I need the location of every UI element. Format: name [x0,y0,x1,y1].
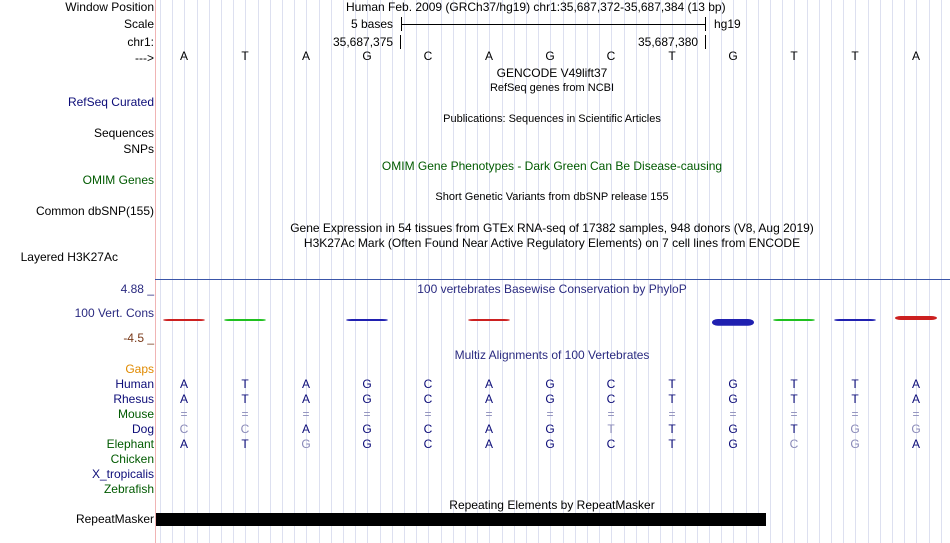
grid-line [880,0,881,543]
grid-line [868,0,869,543]
species-label[interactable]: Human [115,377,154,391]
grid-line [685,0,686,543]
reference-base: G [545,49,555,63]
alignment-base: C [423,437,433,451]
alignment-base: A [179,377,188,391]
grid-line [331,0,332,543]
grid-line [172,0,173,543]
chrom-label: chr1: [127,35,154,49]
alignment-base: G [728,392,738,406]
grid-line [465,0,466,543]
species-label[interactable]: Chicken [110,452,154,466]
conservation-mark [163,319,205,321]
alignment-base: C [423,377,433,391]
grid-line [270,0,271,543]
cons-min-label: -4.5 _ [123,331,154,345]
alignment-base: G [362,437,372,451]
grid-line [282,0,283,543]
species-label[interactable]: Rhesus [113,392,154,406]
alignment-base: A [911,377,920,391]
alignment-base: A [179,437,188,451]
species-label[interactable]: Gaps [125,362,154,376]
alignment-base: = [912,407,920,421]
alignment-base: C [179,422,189,436]
alignment-base: T [668,437,676,451]
grid-line [746,0,747,543]
grid-line [916,0,917,543]
grid-line [672,0,673,543]
conservation-mark [712,319,754,326]
alignment-base: T [241,377,249,391]
grid-line [453,0,454,543]
alignment-base: C [606,392,616,406]
grid-line [843,0,844,543]
alignment-base: A [484,392,493,406]
scale-db: hg19 [714,17,741,31]
grid-line [660,0,661,543]
omim-label[interactable]: OMIM Genes [82,173,154,187]
repeat-title: Repeating Elements by RepeatMasker [449,498,655,512]
alignment-base: G [545,392,555,406]
multiz-title: Multiz Alignments of 100 Vertebrates [454,348,650,362]
alignment-base: = [546,407,554,421]
grid-line [721,0,722,543]
grid-line [392,0,393,543]
publications-title: Publications: Sequences in Scientific Articles [443,113,661,125]
coord-right: 35,687,380 [638,35,699,49]
alignment-base: A [911,392,920,406]
conservation-mark [773,319,815,321]
conservation-mark [346,319,388,321]
refseq-label[interactable]: RefSeq Curated [67,95,154,109]
sequences-label[interactable]: Sequences [93,126,154,140]
grid-line [184,0,185,543]
grid-line [245,0,246,543]
species-label[interactable]: X_tropicalis [91,467,154,481]
dbsnp-title: Short Genetic Variants from dbSNP release 155 [435,191,669,203]
grid-line [441,0,442,543]
alignment-base: T [668,392,676,406]
alignment-base: G [728,422,738,436]
grid-line [319,0,320,543]
conservation-mark [468,319,510,321]
grid-line [258,0,259,543]
species-label[interactable]: Dog [131,422,154,436]
reference-base: A [179,49,188,63]
alignment-base: G [545,422,555,436]
species-label[interactable]: Zebrafish [103,482,154,496]
grid-line [807,0,808,543]
assembly-position: Human Feb. 2009 (GRCh37/hg19) chr1:35,687,372-35,687,384 (13 bp) [346,0,726,14]
gencode-title[interactable]: GENCODE V49lift37 [496,66,608,80]
alignment-base: G [728,377,738,391]
grid-line [892,0,893,543]
reference-base: T [851,49,859,63]
alignment-base: C [423,422,433,436]
grid-line [416,0,417,543]
grid-line [697,0,698,543]
grid-line [477,0,478,543]
snps-label[interactable]: SNPs [123,142,154,156]
alignment-base: C [423,392,433,406]
alignment-base: A [484,437,493,451]
alignment-base: G [545,437,555,451]
grid-line [343,0,344,543]
cons-title: 100 vertebrates Basewise Conservation by PhyloP [417,282,687,296]
coord-right-tick [705,35,706,49]
alignment-base: T [668,422,676,436]
alignment-base: C [606,437,616,451]
track-separator [155,279,950,280]
alignment-base: = [485,407,493,421]
alignment-base: T [241,392,249,406]
alignment-base: A [301,422,310,436]
alignment-base: G [362,392,372,406]
grid-line [294,0,295,543]
alignment-base: C [606,377,616,391]
coord-left: 35,687,375 [333,35,394,49]
grid-line [160,0,161,543]
repeat-element[interactable] [156,513,766,526]
alignment-base: = [668,407,676,421]
reference-base: C [423,49,433,63]
species-label[interactable]: Mouse [117,407,154,421]
reference-base: T [668,49,676,63]
reference-base: T [241,49,249,63]
repeat-label[interactable]: RepeatMasker [75,512,154,526]
grid-line [197,0,198,543]
scale-label: Scale [123,17,154,31]
grid-line [855,0,856,543]
alignment-base: C [240,422,250,436]
alignment-base: T [790,422,798,436]
alignment-base: G [728,437,738,451]
alignment-base: T [790,377,798,391]
alignment-base: G [362,377,372,391]
reference-base: A [484,49,493,63]
grid-line [782,0,783,543]
reference-base: A [301,49,310,63]
alignment-base: = [424,407,432,421]
alignment-base: C [789,437,799,451]
h3k27ac-label[interactable]: Layered H3K27Ac [20,250,118,264]
grid-line [758,0,759,543]
grid-line [404,0,405,543]
alignment-base: T [851,377,859,391]
gtex-title: Gene Expression in 54 tissues from GTEx RNA-seq of 17382 samples, 948 donors (V8, Aug 2019) [290,221,814,235]
grid-line [733,0,734,543]
species-label[interactable]: Elephant [106,437,154,451]
alignment-base: = [607,407,615,421]
grid-line [221,0,222,543]
alignment-base: = [851,407,859,421]
reference-base: A [911,49,920,63]
alignment-base: G [911,422,921,436]
grid-line [941,0,942,543]
strand-label: ---> [135,51,154,65]
alignment-base: T [607,422,615,436]
grid-line [794,0,795,543]
alignment-base: T [668,377,676,391]
grid-line [428,0,429,543]
alignment-base: A [301,392,310,406]
scale-text: 5 bases [351,17,394,31]
alignment-base: A [301,377,310,391]
cons-label[interactable]: 100 Vert. Cons [74,306,154,320]
alignment-base: A [179,392,188,406]
grid-line [819,0,820,543]
conservation-mark [224,319,266,321]
alignment-base: = [363,407,371,421]
grid-line [831,0,832,543]
grid-line [709,0,710,543]
alignment-base: T [241,437,249,451]
alignment-base: = [729,407,737,421]
conservation-mark [895,316,937,320]
reference-base: G [728,49,738,63]
grid-line [929,0,930,543]
alignment-base: G [362,422,372,436]
grid-line [233,0,234,543]
conservation-plot [156,300,950,340]
alignment-base: = [302,407,310,421]
grid-line [380,0,381,543]
alignment-base: = [180,407,188,421]
cons-max-label: 4.88 _ [120,282,154,296]
grid-line [904,0,905,543]
alignment-base: A [484,422,493,436]
omim-title: OMIM Gene Phenotypes - Dark Green Can Be Disease-causing [381,159,723,173]
grid-line [624,0,625,543]
alignment-base: G [850,437,860,451]
alignment-base: = [241,407,249,421]
alignment-base: G [850,422,860,436]
coord-left-tick [400,35,401,49]
scale-bar [401,17,706,31]
grid-line [648,0,649,543]
alignment-base: A [484,377,493,391]
conservation-mark [834,319,876,321]
alignment-base: A [911,437,920,451]
alignment-base: G [545,377,555,391]
window-position-label: Window Position [65,0,154,14]
reference-base: C [606,49,616,63]
grid-line [770,0,771,543]
alignment-base: = [790,407,798,421]
alignment-base: T [790,392,798,406]
grid-line [209,0,210,543]
refseq-subtitle: RefSeq genes from NCBI [489,82,615,94]
reference-base: T [790,49,798,63]
grid-line [367,0,368,543]
grid-line [355,0,356,543]
reference-base: G [362,49,372,63]
h3k27ac-title: H3K27Ac Mark (Often Found Near Active Regulatory Elements) on 7 cell lines from ENCODE [303,236,801,250]
dbsnp-label[interactable]: Common dbSNP(155) [35,204,154,218]
alignment-base: T [851,392,859,406]
alignment-base: G [301,437,311,451]
grid-line [636,0,637,543]
grid-line [306,0,307,543]
